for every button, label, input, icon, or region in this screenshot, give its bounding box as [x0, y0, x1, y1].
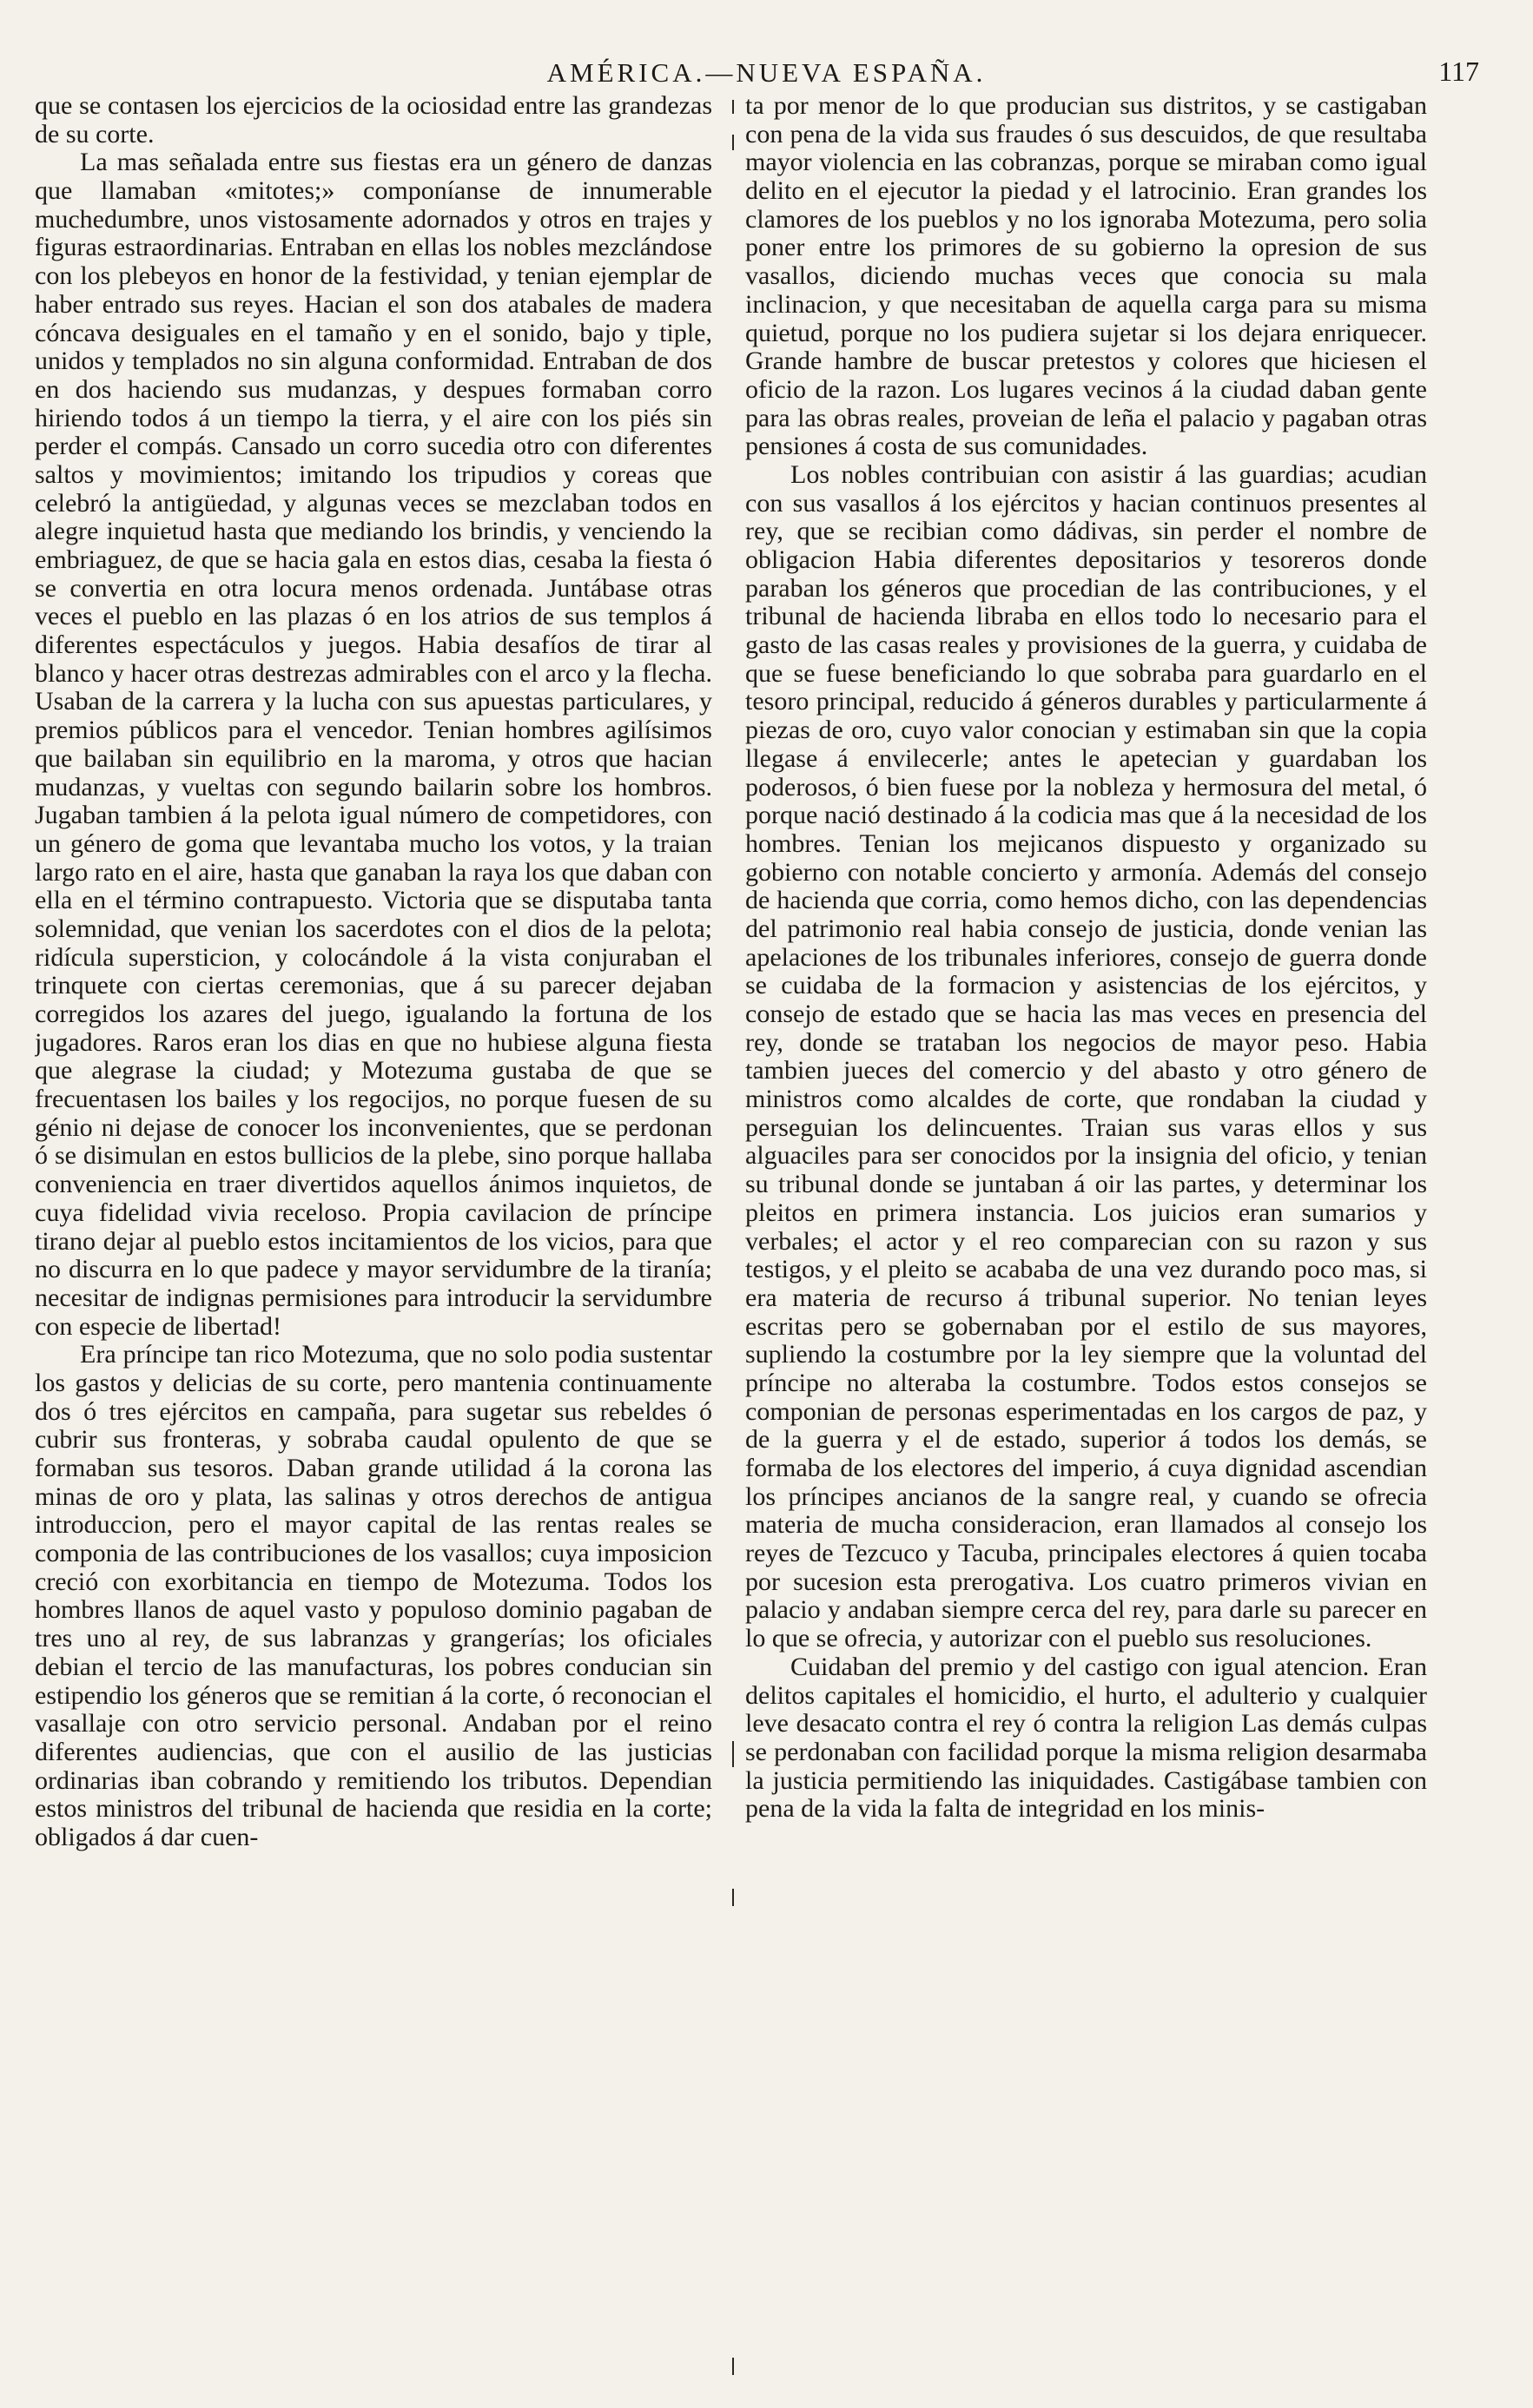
paragraph: que se contasen los ejercicios de la ociosidad entre las grandezas de su corte.	[35, 92, 712, 148]
running-title: AMÉRICA.—NUEVA ESPAÑA.	[546, 57, 987, 88]
paragraph: Los nobles contribuian con asistir á las guardias; acudian con sus vasallos á los ejércitos y hacian continuos presentes al rey, que se recibian como dádivas, sin perder el nombre de obligacion Habia diferentes depositarios y tesoreros donde paraban los géneros que procedian de las contribuciones, y el tribunal de hacienda libraba en ellos todo lo necesario para el gasto de las casas reales y provisiones de la guerra, y cuidaba de que se fuese beneficiando lo que sobraba para guardarlo en el tesoro principal, reducido á géneros durables y particularmente á piezas de oro, cuyo valor conocian y estimaban sin que la copia llegase á envilecerle; antes le apetecian y guardaban los poderosos, ó bien fuese por la nobleza y hermosura del metal, ó porque nació destinado á la codicia mas que á la necesidad de los hombres. Tenian los mejicanos dispuesto y organizado su gobierno con notable concierto y armonía. Además del consejo de hacienda que corria, como hemos dicho, con las dependencias del patrimonio real habia consejo de justicia, donde venian las apelaciones de los tribunales inferiores, consejo de guerra donde se cuidaba de la formacion y asistencias de los ejércitos, y consejo de estado que se hacia las mas veces en presencia del rey, donde se trataban los negocios de mayor peso. Habia tambien jueces del comercio y del abasto y otro género de ministros como alcaldes de corte, que rondaban la ciudad y perseguian los delincuentes. Traian sus varas ellos y sus alguaciles para ser conocidos por la insignia del oficio, y tenian su tribunal donde se juntaban á oir las partes, y determinar los pleitos en primera instancia. Los juicios eran sumarios y verbales; el actor y el reo comparecian con su razon y sus testigos, y el pleito se acababa de una vez durando poco mas, si era materia de recurso á tribunal superior. No tenian leyes escritas pero se gobernaban por el estilo de sus mayores, supliendo la costumbre por la ley siempre que la voluntad del príncipe no alteraba la costumbre. Todos estos consejos se componian de personas esperimentadas en los cargos de paz, y de la guerra y el de estado, superior á todos los demás, se formaba de los electores del imperio, á cuya dignidad ascendian los príncipes ancianos de la sangre real, y cuando se ofrecia materia de mucha consideracion, eran llamados al consejo los reyes de Tezcuco y Tacuba, principales electores á quien tocaba por sucesion esta prerogativa. Los cuatro primeros vivian en palacio y andaban siempre cerca del rey, para darle su parecer en lo que se ofrecia, y autorizar con el pueblo sus resoluciones.	[745, 459, 1427, 1653]
paragraph: ta por menor de lo que producian sus distritos, y se castigaban con pena de la vida sus fraudes ó sus descuidos, de que resultaba mayor violencia en las cobranzas, porque se miraban como igual delito en el ejecutor la piedad y el latrocinio. Eran grandes los clamores de los pueblos y no los ignoraba Motezuma, pero solia poner entre los primores de su gobierno la opresion de sus vasallos, diciendo muchas veces que conocia su mala inclinacion, y que necesitaban de aquella carga para su misma quietud, porque no los pudiera sujetar si los dejara enriquecer. Grande hambre de buscar pretestos y colores que hiciesen el oficio de la razon. Los lugares vecinos á la ciudad daban gente para las obras reales, proveian de leña el palacio y pagaban otras pensiones á costa de sus comunidades.	[745, 92, 1427, 461]
paragraph: Era príncipe tan rico Motezuma, que no solo podia sustentar los gastos y delicias de su corte, pero mantenia continuamente dos ó tres ejércitos en campaña, para sugetar sus rebeldes ó cubrir sus fronteras, y sobraba caudal opulento de que se formaban sus tesoros. Daban grande utilidad á la corona las minas de oro y plata, las salinas y otros derechos de antigua introduccion, pero el mayor capital de las rentas reales se componia de las contribuciones de los vasallos; cuya imposicion creció con exorbitancia en tiempo de Motezuma. Todos los hombres llanos de aquel vasto y populoso dominio pagaban de tres uno al rey, de sus labranzas y grangerías; los oficiales debian el tercio de las manufacturas, los pobres conducian sin estipendio los géneros que se remitian á la corte, ó reconocian el vasallaje con otro servicio personal. Andaban por el reino diferentes audiencias, que con el ausilio de las justicias ordinarias iban cobrando y remitiendo los tributos. Dependian estos ministros del tribunal de hacienda que residia en la corte; obligados á dar cuen-	[35, 1340, 712, 1851]
paragraph: La mas señalada entre sus fiestas era un género de danzas que llamaban «mitotes;» componíanse de innumerable muchedumbre, unos vistosamente adornados y otros en trajes y figuras estraordinarias. Entraban en ellas los nobles mezclándose con los plebeyos en honor de la festividad, y tenian ejemplar de haber entrado sus reyes. Hacian el son dos atabales de madera cóncava desiguales en el tamaño y en el sonido, bajo y tiple, unidos y templados no sin alguna conformidad. Entraban de dos en dos haciendo sus mudanzas, y despues formaban corro hiriendo todos á un tiempo la tierra, y el aire con los piés sin perder el compás. Cansado un corro sucedia otro con diferentes saltos y movimientos; imitando los tripudios y coreas que celebró la antigüedad, y algunas veces se mezclaban todos en alegre inquietud hasta que mediando los brindis, y venciendo la embriaguez, de que se hacia gala en estos dias, cesaba la fiesta ó se convertia en otra locura menos ordenada. Juntábase otras veces el pueblo en las plazas ó en los atrios de sus templos á diferentes espectáculos y juegos. Habia desafíos de tirar al blanco y hacer otras destrezas admirables con el arco y la flecha. Usaban de la carrera y la lucha con sus apuestas particulares, y premios públicos para el vencedor. Tenian hombres agilísimos que bailaban sin equilibrio en la maroma, y otros que hacian mudanzas, y vueltas con segundo bailarin sobre los hombros. Jugaban tambien á la pelota igual número de competidores, con un género de goma que levantaba mucho los votos, y la traian largo rato en el aire, hasta que ganaban la raya los que daban con ella en el término contrapuesto. Victoria que se disputaba tanta solemnidad, que venian los sacerdotes con el dios de la pelota; ridícula supersticion, y colocándole á la vista conjuraban el trinquete con ciertas ceremonias, que á su parecer dejaban corregidos los azares del juego, igualando la fortuna de los jugadores. Raros eran los dias en que no hubiese alguna fiesta que alegrase la ciudad; y Motezuma gustaba de que se frecuentasen los bailes y los regocijos, no porque fuesen de su génio ni dejase de conocer los inconvenientes, que se perdonan ó se disimulan en estos bullicios de la plebe, sino porque hallaba conveniencia en traer divertidos aquellos ánimos inquietos, de cuya fidelidad vivia receloso. Propia cavilacion de príncipe tirano dejar al pueblo estos incitamientos de los vicios, para que no discurra en lo que padece y mayor servidumbre de la tiranía; necesitar de indignas permisiones para introducir la servidumbre con especie de libertad!	[35, 148, 712, 1341]
left-column	[35, 92, 712, 2385]
page-number: 117	[1438, 56, 1479, 87]
page-header	[35, 54, 1498, 94]
paragraph: Cuidaban del premio y del castigo con igual atencion. Eran delitos capitales el homicidio, el hurto, el adulterio y cualquier leve desacato contra el rey ó contra la religion Las demás culpas se perdonaban con facilidad porque la misma religion desarmaba la justicia permitiendo las iniquidades. Castigábase tambien con pena de la vida la falta de integridad en los minis-	[745, 1652, 1427, 1824]
column-divider	[732, 100, 734, 2375]
right-column	[745, 92, 1427, 2385]
